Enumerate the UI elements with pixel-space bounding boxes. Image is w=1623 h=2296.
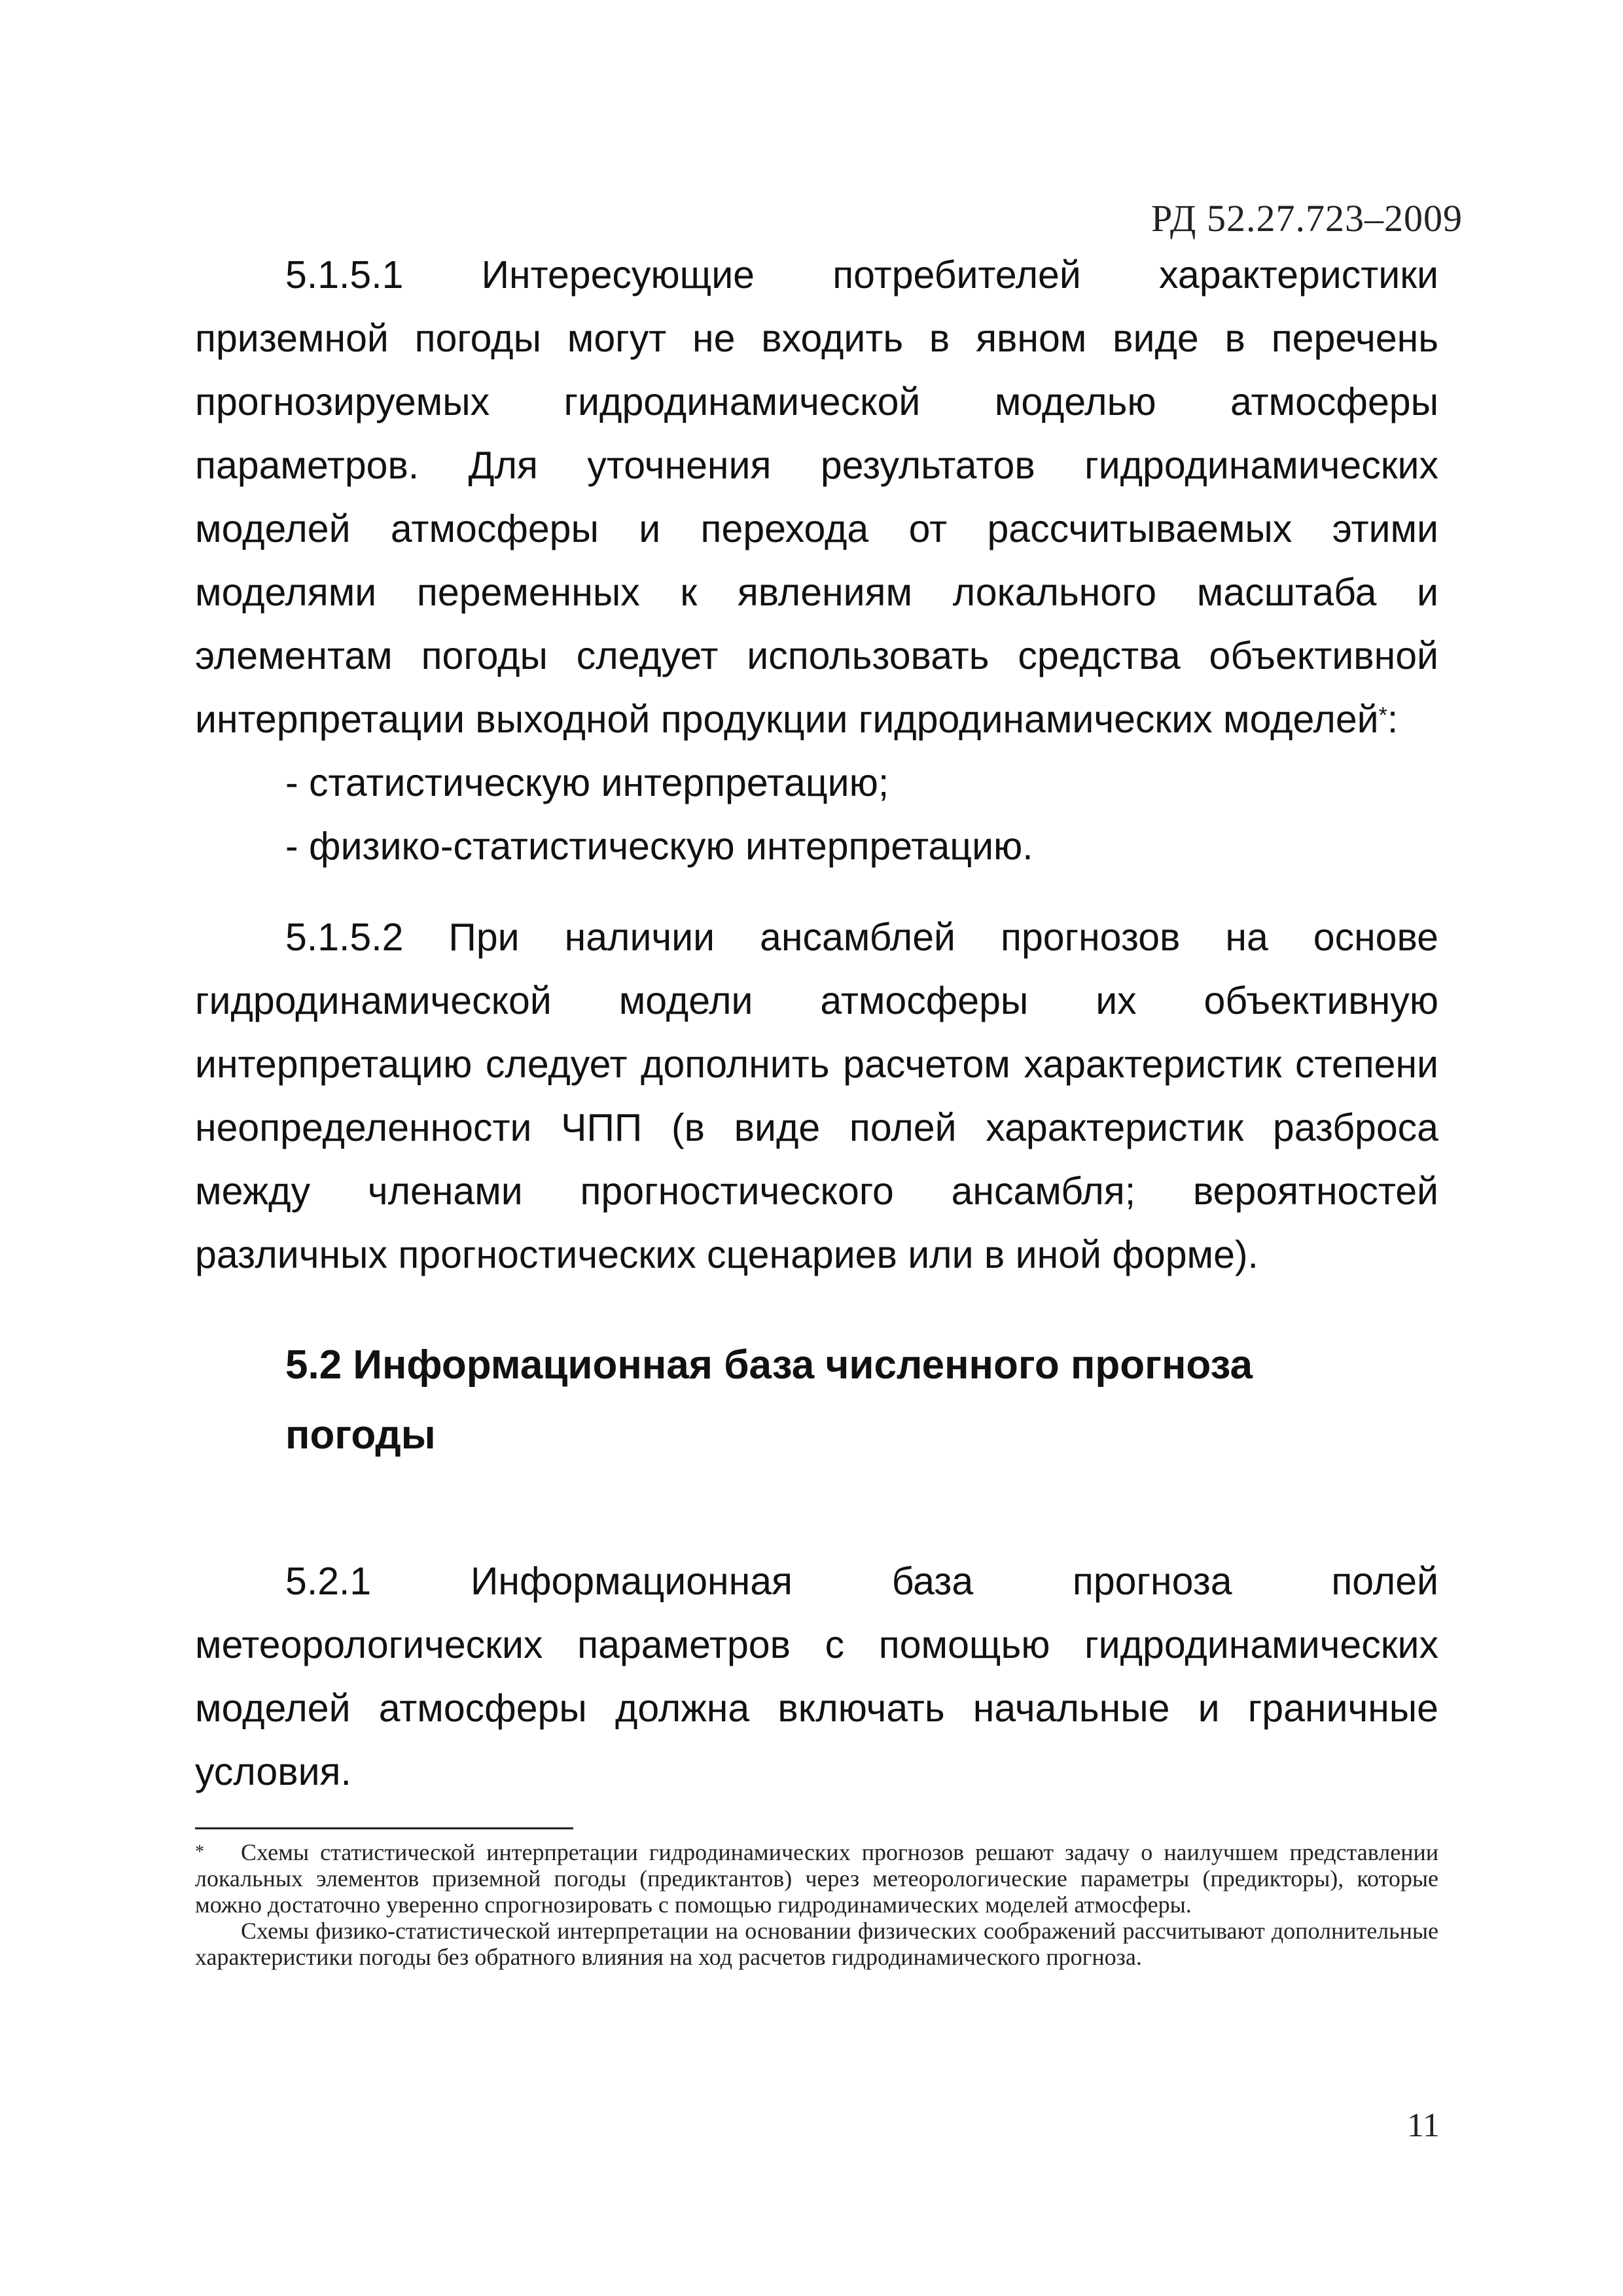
footnote-1 [195, 1839, 1438, 1918]
section-5-1-5-text [195, 243, 1438, 878]
footnotes [195, 1839, 1438, 1970]
footnote-mark: * [195, 1842, 204, 1862]
section-5-2-1-text [195, 1550, 1438, 1804]
paragraph-5-2-1: 5.2.1 Информационная база прогноза полей метеорологических параметров с помощью гидродинамических моделей атмосферы должна включать начальные и граничные условия. [195, 1560, 1438, 1793]
section-5-1-5-2-text [195, 906, 1438, 1287]
footnote-1-text: Схемы статистической интерпретации гидродинамических прогнозов решают задачу о наилучшем представлении локальных элементов приземной погоды (предиктантов) через метеорологические параметры (предикторы), которые можно достаточно уверенно спрогнозировать с помощью гидродинамических моделей атмосферы. [195, 1839, 1438, 1918]
document-code: РД 52.27.723–2009 [1151, 197, 1463, 240]
footnote-2: Схемы физико-статистической интерпретации на основании физических соображений рассчитывают дополнительные характеристики погоды без обратного влияния на ход расчетов гидродинамического прогноза. [195, 1918, 1438, 1970]
section-heading-5-2: 5.2 Информационная база численного прогноза погоды [285, 1342, 1253, 1458]
page-number: 11 [1406, 2107, 1440, 2144]
paragraph-5-1-5-1 [195, 243, 1438, 751]
paragraph-5-1-5-1-text: 5.1.5.1 Интересующие потребителей характеристики приземной погоды могут не входить в явном виде в перечень прогнозируемых гидродинамической моделью атмосферы параметров. Для уточнения результатов гидродинамических моделей атмосферы и перехода от рассчитываемых этими моделями переменных к явлениям локального масштаба и элементам погоды следует использовать средства объективной интерпретации выходной продукции гидродинамических моделей [195, 253, 1438, 741]
list-item: - статистическую интерпретацию; [285, 761, 889, 804]
paragraph-5-1-5-1-end: : [1387, 698, 1399, 741]
footnote-reference[interactable]: * [1378, 703, 1387, 728]
footnote-divider [195, 1827, 573, 1829]
list-item: - физико-статистическую интерпретацию. [285, 825, 1033, 868]
paragraph-5-1-5-2: 5.1.5.2 При наличии ансамблей прогнозов на основе гидродинамической модели атмосферы их объективную интерпретацию следует дополнить расчетом характеристик степени неопределенности ЧПП (в виде полей характеристик разброса между членами прогностического ансамбля; вероятностей различных прогностических сценариев или в иной форме). [195, 916, 1438, 1276]
